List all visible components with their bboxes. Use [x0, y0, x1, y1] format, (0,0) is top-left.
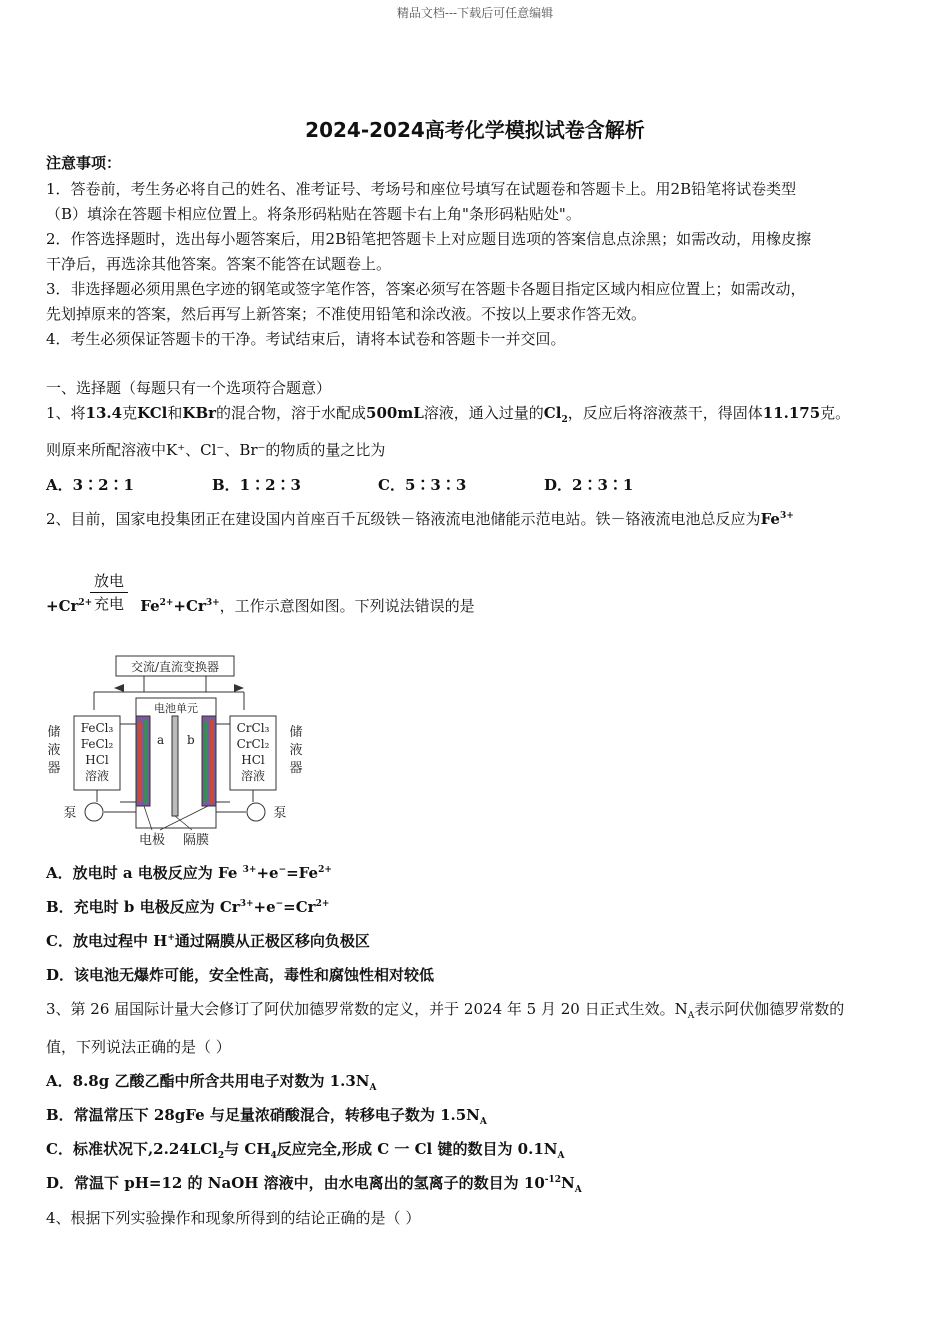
q3-option-a: A．8.8g 乙酸乙酯中所含共用电子对数为 $1.3N_A$ — [46, 1072, 377, 1093]
cell-unit-label: 电池单元 — [154, 702, 198, 715]
q2-option-b: B．充电时 b 电极反应为 $Cr^{3+}+e^-=Cr^{2+}$ — [46, 898, 330, 916]
notice-line-4: 干净后，再选涂其他答案。答案不能答在试题卷上。 — [46, 255, 392, 273]
notice-line-7: 4．考生必须保证答题卡的干净。考试结束后，请将本试卷和答题卡一并交回。 — [46, 330, 566, 348]
svg-text:储: 储 — [289, 725, 303, 740]
converter-label: 交流/直流变换器 — [130, 660, 220, 674]
q1-option-b: B．1∶2∶3 — [212, 476, 301, 494]
q3-option-b: B．常温常压下 28gFe 与足量浓硝酸混合，转移电子数为 $1.5N_A$ — [46, 1106, 487, 1127]
svg-text:溶液: 溶液 — [240, 769, 266, 783]
q3-stem-line1: 3、第 26 届国际计量大会修订了阿伏加德罗常数的定义，并于 2024 年 5 月 20 日正式生效。$N_A$表示阿伏伽德罗常数的 — [46, 1000, 845, 1021]
membrane — [172, 716, 178, 816]
label-a: a — [157, 733, 165, 747]
q1-option-c: C．5∶3∶3 — [378, 476, 467, 494]
svg-text:泵: 泵 — [273, 806, 287, 821]
svg-text:液: 液 — [289, 743, 303, 758]
q2-stem-line1: 2、目前，国家电投集团正在建设国内首座百千瓦级铁－铬液流电池储能示范电站。铁－铬液流电池总反应为$Fe^{3+}$ — [46, 510, 794, 528]
notice-line-6: 先划掉原来的答案，然后再写上新答案；不准使用铅笔和涂改液。不按以上要求作答无效。 — [46, 305, 647, 323]
q2-option-c: C．放电过程中 H+通过隔膜从正极区移向负极区 — [46, 932, 370, 950]
svg-text:FeCl₂: FeCl₂ — [80, 737, 114, 751]
notice-line-2: （B）填涂在答题卡相应位置上。将条形码粘贴在答题卡右上角"条形码粘贴处"。 — [46, 205, 581, 223]
notice-line-5: 3．非选择题必须用黑色字迹的钢笔或签字笔作答，答案必须写在答题卡各题目指定区域内相应位置上；如需改动， — [46, 280, 806, 298]
q1-stem-line2: 则原来所配溶液中K⁺、Cl⁻、Br⁻的物质的量之比为 — [46, 441, 386, 459]
pump-left-icon — [85, 803, 103, 821]
q1-option-a: A．3∶2∶1 — [46, 476, 134, 494]
arrow-right-icon — [234, 684, 244, 692]
q2-stem-line2: $+Cr^{2+}$ $Fe^{2+}+Cr^{3+}$，工作示意图如图。下列说法错误的是 — [46, 597, 475, 615]
q4-stem: 4、根据下列实验操作和现象所得到的结论正确的是（ ） — [46, 1209, 421, 1227]
svg-text:CrCl₃: CrCl₃ — [236, 721, 270, 735]
electrode-label: 电极 — [138, 833, 166, 848]
q2-option-d: D．该电池无爆炸可能，安全性高，毒性和腐蚀性相对较低 — [46, 966, 435, 984]
membrane-label: 隔膜 — [182, 833, 210, 848]
svg-text:溶液: 溶液 — [84, 769, 110, 783]
page-title: 2024-2024高考化学模拟试卷含解析 — [305, 118, 645, 142]
svg-text:HCl: HCl — [85, 753, 109, 767]
q3-option-c: C．标准状况下,2.24LCl$_2$与 $CH_4$反应完全,形成 C 一 Cl 键的数目为 $0.1N_A$ — [46, 1140, 565, 1161]
q1-option-d: D．2∶3∶1 — [544, 476, 634, 494]
notice-line-1: 1．答卷前，考生务必将自己的姓名、准考证号、考场号和座位号填写在试题卷和答题卡上。用2B铅笔将试卷类型 — [46, 180, 797, 198]
notice-heading: 注意事项： — [46, 154, 122, 172]
q1-stem-line1: 1、将13.4克KCl和KBr的混合物，溶于水配成500mL溶液，通入过量的$Cl_2$，反应后将溶液蒸干，得固体11.175克。 — [46, 404, 851, 425]
pump-right-icon — [247, 803, 265, 821]
svg-text:器: 器 — [289, 761, 303, 776]
svg-text:储: 储 — [47, 725, 61, 740]
svg-text:液: 液 — [47, 743, 61, 758]
svg-text:FeCl₃: FeCl₃ — [80, 721, 114, 735]
svg-text:HCl: HCl — [241, 753, 265, 767]
notice-line-3: 2．作答选择题时，选出每小题答案后，用2B铅笔把答题卡上对应题目选项的答案信息点涂黑；如需改动，用橡皮擦 — [46, 230, 812, 248]
q3-stem-line2: 值，下列说法正确的是（ ） — [46, 1038, 231, 1056]
label-b: b — [187, 733, 195, 747]
section-heading: 一、选择题（每题只有一个选项符合题意） — [46, 379, 332, 397]
reaction-arrow: 放电 充电 — [90, 570, 128, 614]
battery-diagram — [44, 652, 306, 848]
svg-text:CrCl₂: CrCl₂ — [236, 737, 270, 751]
q2-option-a: A．放电时 a 电极反应为 Fe $^{3+}+e^-=Fe^{2+}$ — [46, 864, 332, 882]
q3-option-d: D．常温下 pH=12 的 NaOH 溶液中，由水电离出的氢离子的数目为 $10^{-12}N_A$ — [46, 1174, 582, 1195]
arrow-left-icon — [114, 684, 124, 692]
header-note: 精品文档---下载后可任意编辑 — [396, 6, 554, 20]
svg-text:器: 器 — [47, 761, 61, 776]
svg-text:泵: 泵 — [63, 806, 77, 821]
q1-options — [46, 474, 633, 495]
